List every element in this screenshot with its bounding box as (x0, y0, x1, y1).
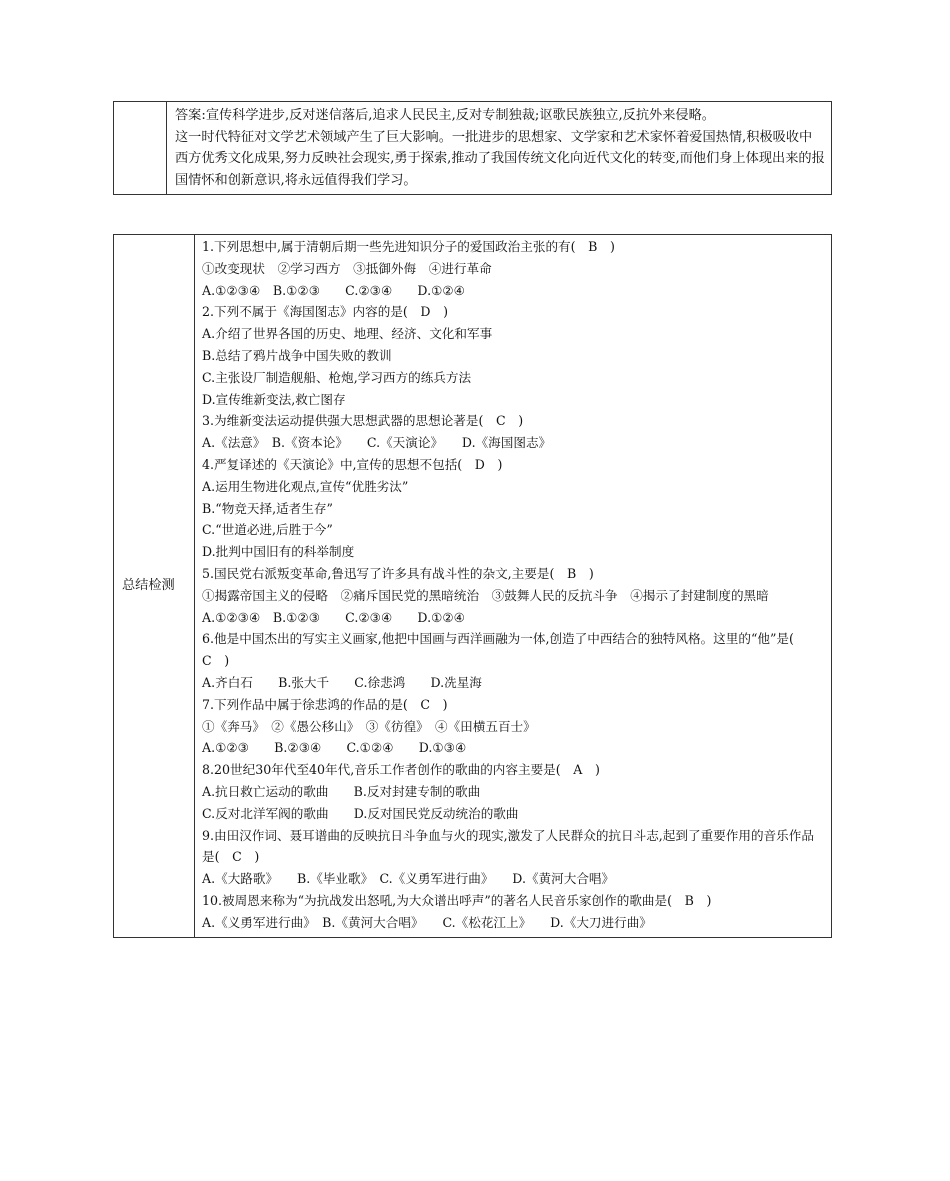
question-line: 2.下列不属于《海国图志》内容的是( D ) (202, 304, 449, 320)
question-line: A.运用生物进化观点,宣传“优胜劣汰” (202, 478, 409, 494)
question-line: C.主张设厂制造舰船、枪炮,学习西方的练兵方法 (202, 369, 472, 385)
question-line: 4.严复译述的《天演论》中,宣传的思想不包括( D ) (202, 456, 503, 472)
question-line: C.“世道必进,后胜于今” (202, 522, 333, 538)
summary-label: 总结检测 (122, 577, 175, 593)
question-line: A.①②③ B.②③④ C.①②④ D.①③④ (202, 740, 467, 756)
question-line: 10.被周恩来称为“为抗战发出怒吼,为大众谱出呼声”的著名人民音乐家创作的歌曲是( B ) (202, 892, 712, 908)
question-line: A.《法意》 B.《资本论》 C.《天演论》 D.《海国图志》 (202, 435, 552, 451)
question-line: B.“物竞天择,适者生存” (202, 500, 333, 516)
question-line: ①《奔马》 ②《愚公移山》 ③《彷徨》 ④《田横五百士》 (202, 718, 536, 734)
question-line: 7.下列作品中属于徐悲鸿的作品的是( C ) (202, 696, 448, 712)
question-line: A.抗日救亡运动的歌曲 B.反对封建专制的歌曲 (202, 783, 481, 799)
summary-test-table (113, 234, 832, 938)
answer-paragraph: 这一时代特征对文学艺术领域产生了巨大影响。一批进步的思想家、文学家和艺术家怀着爱国热情,积极吸收中西方优秀文化成果,努力反映社会现实,勇于探索,推动了我国传统文化向近代文化的转变,而他们身上体现出来的报国情怀和创新意识,将永远值得我们学习。 (175, 129, 825, 188)
question-line: 8.20世纪30年代至40年代,音乐工作者创作的歌曲的内容主要是( A ) (202, 762, 600, 778)
question-line: A.《义勇军进行曲》 B.《黄河大合唱》 C.《松花江上》 D.《大刀进行曲》 (202, 914, 652, 930)
question-line: 3.为维新变法运动提供强大思想武器的思想论著是( C ) (202, 413, 524, 429)
answer-row (114, 102, 832, 195)
question-line: B.总结了鸦片战争中国失败的教训 (202, 347, 392, 363)
question-line: A.①②③④ B.①②③ C.②③④ D.①②④ (202, 609, 465, 625)
question-line: 5.国民党右派叛变革命,鲁迅写了许多具有战斗性的杂文,主要是( B ) (202, 565, 594, 581)
question-line: A.《大路歌》 B.《毕业歌》 C.《义勇军进行曲》 D.《黄河大合唱》 (202, 871, 615, 887)
question-line: A.介绍了世界各国的历史、地理、经济、文化和军事 (202, 326, 493, 342)
question-line: A.①②③④ B.①②③ C.②③④ D.①②④ (202, 282, 465, 298)
question-line: 1.下列思想中,属于清朝后期一些先进知识分子的爱国政治主张的有( B ) (202, 239, 615, 254)
question-line: C.反对北洋军阀的歌曲 D.反对国民党反动统治的歌曲 (202, 805, 519, 821)
answer-content-cell (167, 102, 832, 195)
summary-label-cell (114, 235, 195, 938)
question-line: 9.由田汉作词、聂耳谱曲的反映抗日斗争血与火的现实,激发了人民群众的抗日斗志,起到了重要作用的音乐作品是( C ) (202, 827, 814, 865)
question-line: D.宣传维新变法,救亡图存 (202, 391, 346, 407)
answer-label-cell (114, 102, 167, 195)
question-line: ①改变现状 ②学习西方 ③抵御外侮 ④进行革命 (202, 260, 492, 276)
answer-table (113, 101, 832, 195)
question-line: ①揭露帝国主义的侵略 ②痛斥国民党的黑暗统治 ③鼓舞人民的反抗斗争 ④揭示了封建制度的黑暗 (202, 587, 769, 603)
question-line: A.齐白石 B.张大千 C.徐悲鸿 D.冼星海 (202, 674, 482, 690)
summary-content-cell (195, 235, 832, 938)
summary-row (114, 235, 832, 938)
question-line: 6.他是中国杰出的写实主义画家,他把中国画与西洋画融为一体,创造了中西结合的独特风格。这里的“他”是( C ) (202, 631, 807, 669)
question-line: D.批判中国旧有的科举制度 (202, 544, 355, 560)
answer-line: 答案:宣传科学进步,反对迷信落后,追求人民民主,反对专制独裁;讴歌民族独立,反抗外来侵略。 (175, 108, 715, 123)
